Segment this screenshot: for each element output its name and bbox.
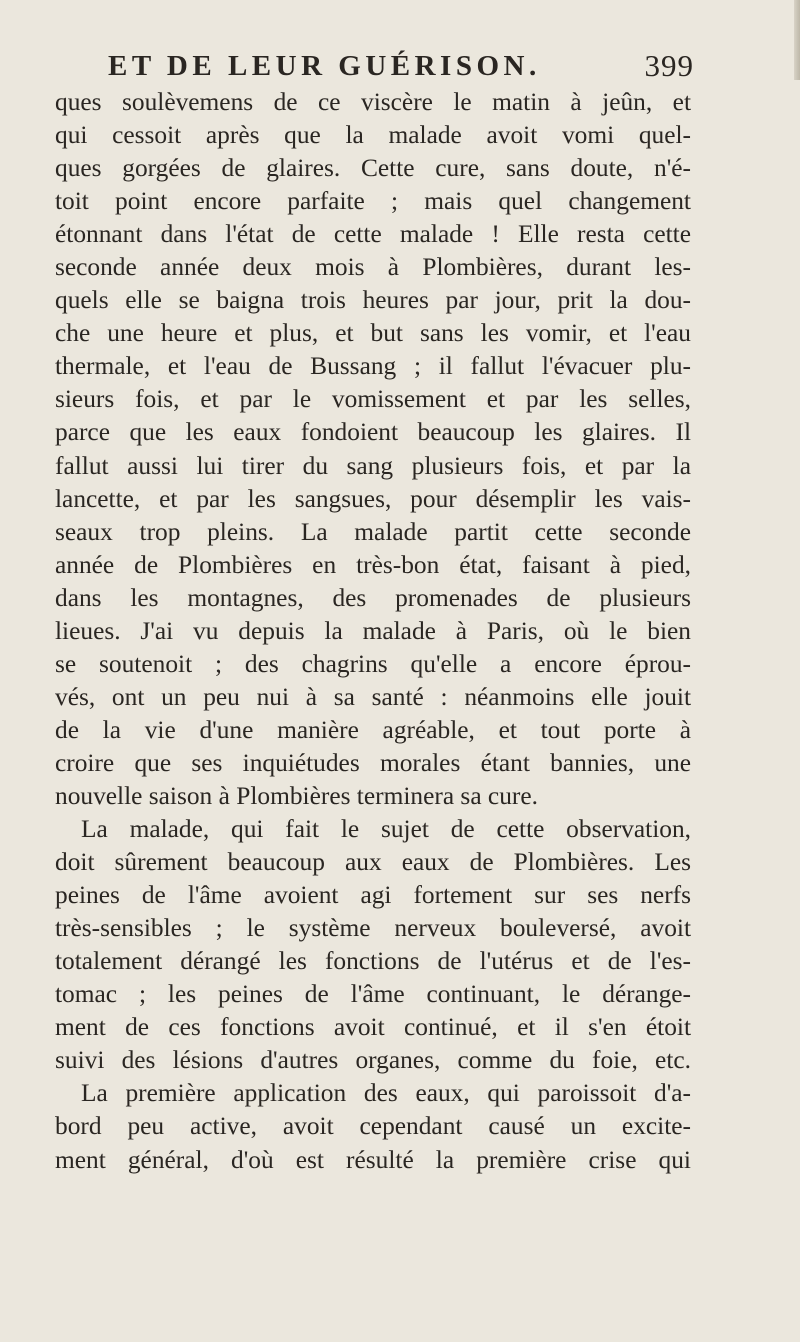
body-text [55, 86, 691, 1177]
text-line: de la vie d'une manière agréable, et tout porte à [55, 715, 691, 744]
text-line: fallut aussi lui tirer du sang plusieurs fois, et par la [55, 451, 691, 480]
text-line: totalement dérangé les fonctions de l'utérus et de l'es- [55, 947, 691, 976]
text-line: quels elle se baigna trois heures par jour, prit la dou- [55, 286, 691, 315]
text-line: ques soulèvemens de ce viscère le matin à jeûn, et [55, 88, 691, 116]
text-line: lancette, et par les sangsues, pour désemplir les vais- [55, 484, 691, 513]
text-line: seaux trop pleins. La malade partit cette seconde [55, 517, 691, 546]
page-number: 399 [644, 48, 694, 83]
text-line: année de Plombières en très-bon état, faisant à pied, [55, 550, 691, 579]
text-line: bord peu active, avoit cependant causé un excite- [55, 1112, 691, 1141]
page-edge [794, 0, 800, 80]
text-line: thermale, et l'eau de Bussang ; il fallut l'évacuer plu- [55, 352, 691, 381]
text-line: tomac ; les peines de l'âme continuant, le dérange- [55, 980, 691, 1009]
text-line: La première application des eaux, qui paroissoit d'a- [81, 1079, 691, 1108]
text-line: se soutenoit ; des chagrins qu'elle a encore éprou- [55, 649, 691, 678]
text-line: croire que ses inquiétudes morales étant bannies, une [55, 748, 691, 777]
text-line: dans les montagnes, des promenades de plusieurs [55, 583, 691, 612]
text-line: ment de ces fonctions avoit continué, et il s'en étoit [55, 1013, 691, 1042]
text-line: vés, ont un peu nui à sa santé : néanmoins elle jouit [55, 682, 691, 711]
text-line: toit point encore parfaite ; mais quel changement [55, 187, 691, 216]
text-line: lieues. J'ai vu depuis la malade à Paris, où le bien [55, 616, 691, 645]
text-line: parce que les eaux fondoient beaucoup les glaires. Il [55, 418, 691, 447]
text-line: ques gorgées de glaires. Cette cure, sans doute, n'é- [55, 154, 691, 183]
text-line: sieurs fois, et par le vomissement et par les selles, [55, 385, 691, 414]
text-line: peines de l'âme avoient agi fortement sur ses nerfs [55, 881, 691, 910]
text-line: qui cessoit après que la malade avoit vomi quel- [55, 121, 691, 150]
running-head: ET DE LEUR GUÉRISON. [108, 50, 541, 82]
text-line: seconde année deux mois à Plombières, durant les- [55, 253, 691, 282]
text-line: La malade, qui fait le sujet de cette observation, [81, 815, 691, 844]
text-line: suivi des lésions d'autres organes, comme du foie, etc. [55, 1046, 691, 1075]
text-line: étonnant dans l'état de cette malade ! Elle resta cette [55, 220, 691, 249]
text-line: che une heure et plus, et but sans les vomir, et l'eau [55, 319, 691, 348]
text-line: ment général, d'où est résulté la première crise qui [55, 1145, 691, 1174]
text-line: très-sensibles ; le système nerveux bouleversé, avoit [55, 914, 691, 943]
text-line: nouvelle saison à Plombières terminera sa cure. [55, 781, 538, 810]
page-header [108, 44, 694, 88]
text-line: doit sûrement beaucoup aux eaux de Plombières. Les [55, 848, 691, 877]
